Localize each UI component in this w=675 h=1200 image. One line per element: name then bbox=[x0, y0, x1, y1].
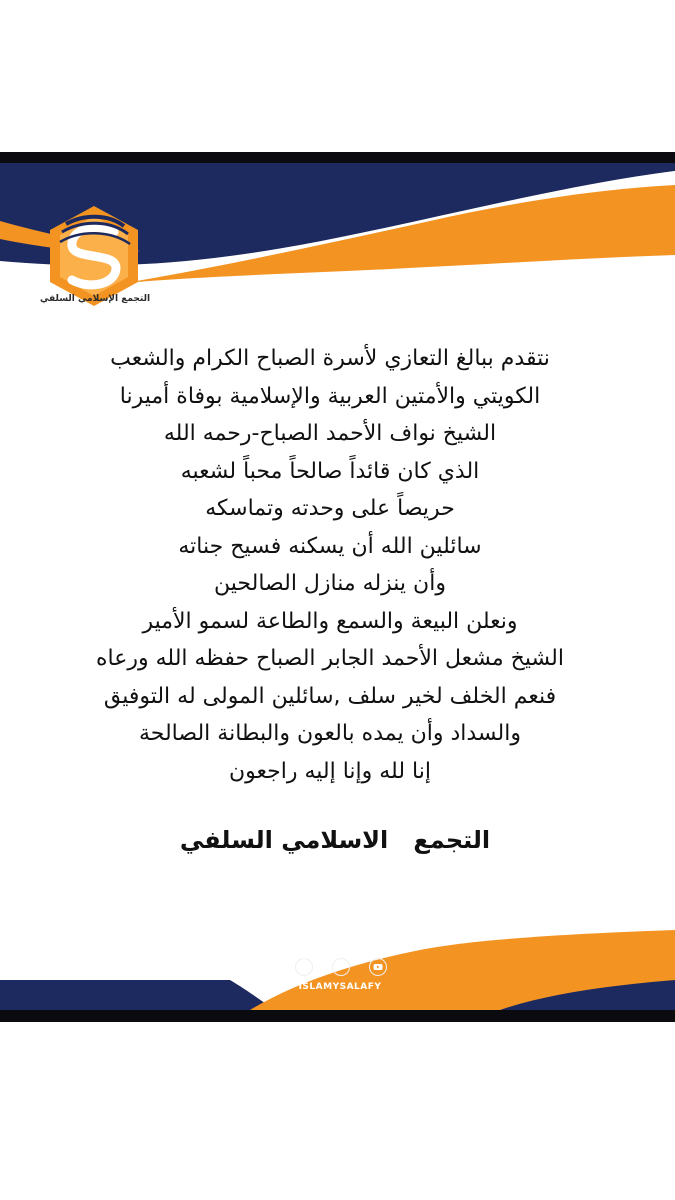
message-line: فنعم الخلف لخير سلف ,سائلين المولى له التوفيق bbox=[103, 683, 557, 709]
condolence-card bbox=[0, 152, 675, 1022]
social-links bbox=[295, 958, 387, 976]
signature: التجمع الاسلامي السلفي bbox=[179, 826, 491, 854]
footer-navy-left bbox=[0, 980, 275, 1010]
message-line: الذي كان قائداً صالحاً محباً لشعبه bbox=[180, 458, 480, 484]
instagram-icon[interactable] bbox=[295, 958, 313, 976]
message-line: حريصاً على وحدته وتماسكه bbox=[205, 496, 455, 521]
social-handle: ISLAMYSALAFY bbox=[298, 982, 382, 992]
message-line: والسداد وأن يمده بالعون والبطانة الصالحة bbox=[138, 721, 521, 746]
message-line: الشيخ مشعل الأحمد الجابر الصباح حفظه الله ورعاه bbox=[96, 646, 564, 671]
message-line: إنا لله وإنا إليه راجعون bbox=[229, 758, 431, 784]
message-line: سائلين الله أن يسكنه فسيح جناته bbox=[178, 533, 482, 559]
top-border bbox=[0, 152, 675, 163]
message-line: الشيخ نواف الأحمد الصباح-رحمه الله bbox=[163, 421, 497, 446]
message-line: الكويتي والأمتين العربية والإسلامية بوفاة أميرنا bbox=[119, 383, 541, 409]
message-line: وأن ينزله منازل الصالحين bbox=[214, 571, 446, 596]
logo-caption: التجمع الإسلامي السلفي bbox=[39, 294, 151, 304]
bottom-border bbox=[0, 1010, 675, 1022]
condolence-message bbox=[30, 340, 630, 790]
twitter-icon[interactable] bbox=[332, 958, 350, 976]
message-line: ونعلن البيعة والسمع والطاعة لسمو الأمير bbox=[142, 608, 518, 634]
youtube-icon[interactable] bbox=[369, 958, 387, 976]
message-line: نتقدم ببالغ التعازي لأسرة الصباح الكرام والشعب bbox=[110, 346, 550, 371]
